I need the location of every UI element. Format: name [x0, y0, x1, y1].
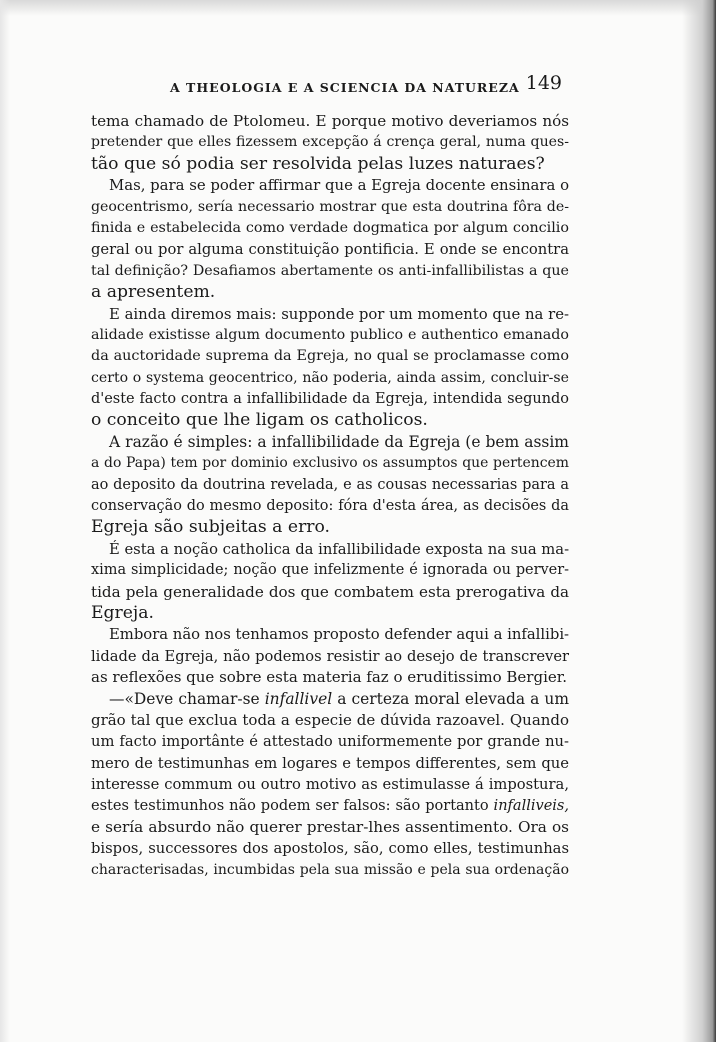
- text-line: geral ou por alguma constituição pontificia. E onde se encontra: [91, 241, 569, 259]
- text-segment: —«Deve chamar-se: [109, 689, 265, 708]
- italic-term: infallivel: [264, 689, 333, 708]
- page-number: 149: [525, 72, 562, 94]
- text-line: da auctoridade suprema da Egreja, no qual se proclamasse como: [91, 348, 569, 365]
- text-line: pretender que elles fizessem excepção á crença geral, numa ques-: [91, 134, 569, 151]
- italic-term: infalliveis,: [493, 797, 569, 814]
- page-gutter-shadow: [682, 0, 716, 1042]
- text-line: ao deposito da doutrina revelada, e as cousas necessarias para a: [91, 476, 569, 493]
- page-header: [100, 72, 570, 98]
- text-line: Egreja.: [91, 602, 154, 623]
- text-line: interesse commum ou outro motivo as estimulasse á impostura,: [91, 776, 569, 794]
- text-line: characterisadas, incumbidas pela sua missão e pela sua ordenação: [91, 861, 569, 878]
- text-line: mero de testimunhas em logares e tempos differentes, sem que: [91, 754, 569, 772]
- text-line: a do Papa) tem por dominio exclusivo os assumptos que pertencem: [91, 455, 569, 472]
- text-line: tal definição? Desafiamos abertamente os anti-infallibilistas a que: [91, 262, 569, 279]
- text-line: geocentrismo, sería necessario mostrar que esta doutrina fôra de-: [91, 198, 569, 215]
- text-line: grão tal que exclua toda a especie de dúvida razoavel. Quando: [91, 710, 569, 729]
- text-line: Egreja são subjeitas a erro.: [91, 517, 331, 538]
- text-line: tema chamado de Ptolomeu. E porque motivo deveriamos nós: [91, 112, 569, 130]
- text-line: d'este facto contra a infallibilidade da Egreja, intendida segundo: [91, 391, 569, 408]
- text-line: finida e estabelecida como verdade dogmatica por algum concilio: [91, 219, 569, 236]
- text-segment: a certeza moral elevada a um: [332, 689, 569, 708]
- text-line: certo o systema geocentrico, não poderia, ainda assim, concluir-se: [91, 369, 569, 386]
- text-line: A razão é simples: a infallibilidade da Egreja (e bem assim: [109, 432, 569, 451]
- text-line: Mas, para se poder affirmar que a Egreja docente ensinara o: [109, 176, 570, 195]
- text-line: e sería absurdo não querer prestar-lhes assentimento. Ora os: [91, 817, 569, 836]
- text-line: bispos, successores dos apostolos, são, como elles, testimunhas: [91, 840, 569, 858]
- page-top-shadow: [0, 0, 716, 16]
- text-line: alidade existisse algum documento publico e authentico emanado: [91, 326, 569, 343]
- page-left-shadow: [0, 0, 10, 1042]
- text-segment: estes testimunhos não podem ser falsos: são portanto: [91, 797, 494, 814]
- text-line: tão que só podia ser resolvida pelas luzes naturaes?: [91, 153, 545, 174]
- text-line: a apresentem.: [91, 282, 216, 303]
- text-line: lidade da Egreja, não podemos resistir ao desejo de transcrever: [91, 647, 569, 665]
- text-line: o conceito que lhe ligam os catholicos.: [91, 410, 428, 431]
- body-text: [91, 111, 569, 881]
- text-line: Embora não nos tenhamos proposto defender aqui a infallibi-: [109, 626, 570, 644]
- text-line: É esta a noção catholica da infallibilidade exposta na sua ma-: [109, 540, 570, 558]
- text-line: as reflexões que sobre esta materia faz o eruditissimo Bergier.: [91, 668, 568, 687]
- text-line: conservação do mesmo deposito: fóra d'esta área, as decisões da: [91, 498, 569, 515]
- text-line: E ainda diremos mais: supponde por um momento que na re-: [109, 305, 569, 323]
- running-title: A THEOLOGIA E A SCIENCIA DA NATUREZA: [170, 80, 520, 95]
- text-line: tida pela generalidade dos que combatem esta prerogativa da: [91, 582, 569, 601]
- text-line: xima simplicidade; noção que infelizmente é ignorada ou perver-: [91, 562, 569, 579]
- text-line: [91, 689, 569, 710]
- text-line: [91, 796, 569, 817]
- text-line: um facto importânte é attestado uniformemente por grande nu-: [91, 733, 569, 751]
